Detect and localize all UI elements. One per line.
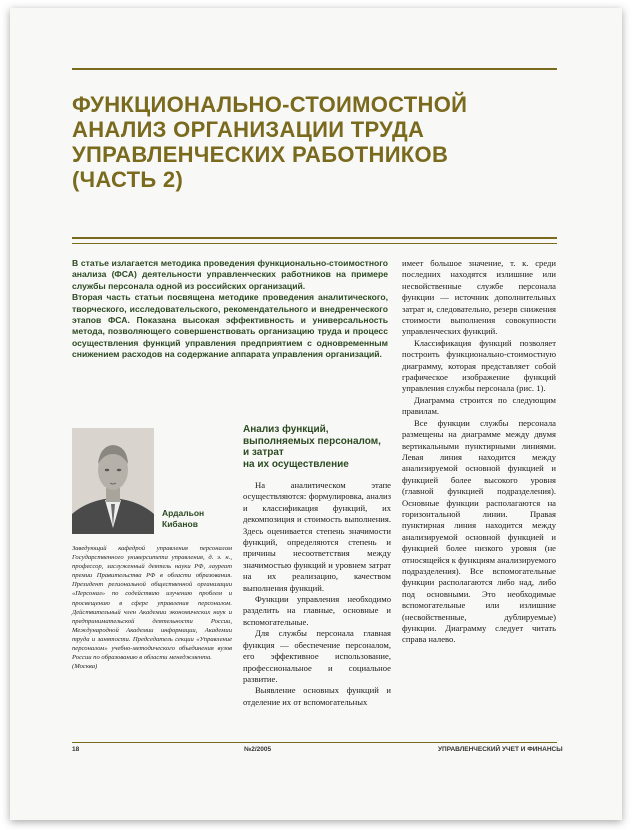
issue-number: №2/2005 [244, 746, 272, 753]
footer-rule [72, 742, 557, 743]
top-rule [72, 68, 557, 70]
author-photo [72, 428, 154, 534]
article-abstract [72, 258, 388, 361]
title-line: УПРАВЛЕНЧЕСКИХ РАБОТНИКОВ [72, 142, 449, 167]
author-bio [72, 544, 232, 671]
abstract-paragraph: Вторая часть статьи посвящена методике проведения аналитического, творческого, исследовательского, рекомендательного и внедренческого этапов ФСА. Показана высокая эффективность и универсальность метода, позволяющего совершенствовать организацию труда и процесс осуществления функций управления предприятием с одновременным снижением расходов на содержание аппарата управления организаций. [72, 292, 388, 360]
section-heading-line: Анализ функций, [243, 424, 329, 435]
section-heading [243, 424, 393, 470]
journal-name: УПРАВЛЕНЧЕСКИЙ УЧЕТ И ФИНАНСЫ [438, 746, 563, 753]
bio-city: (Москва) [72, 663, 98, 671]
body-paragraph: Функции управления необходимо разделить на главные, основные и вспомогательные. [243, 594, 391, 627]
title-rule-upper [72, 237, 557, 239]
title-line: (ЧАСТЬ 2) [72, 167, 184, 192]
section-heading-line: и затрат [243, 447, 284, 458]
text-column-middle [243, 480, 391, 708]
body-paragraph: Для службы персонала главная функция — обеспечение персоналом, его эффективное использование, профессиональное и социальное развитие. [243, 628, 391, 684]
body-paragraph: Выявление основных функций и отделение их от вспомогательных [243, 685, 391, 707]
body-paragraph: имеет большое значение, т. к. среди последних находятся излишние или несвойственные службе персонала функции — источник дополнительных затрат и, следовательно, резерв снижения стоимости выполнения совокупности управленческих функций. [402, 258, 556, 337]
body-paragraph: Классификация функций позволяет построить функционально-стоимостную диаграмму, которая представляет собой графическое изображение функций управления службы персонала (рис. 1). [402, 337, 556, 394]
body-paragraph: На аналитическом этапе осуществляются: формулировка, анализ и классификация функций, их декомпозиция и стоимость выполнения. Здесь оценивается степень значимости функций, определяются степень и причины несоответствия между значимостью функций и уровнем затрат на их реализацию, качеством выполнения функций. [243, 480, 391, 593]
title-line: ФУНКЦИОНАЛЬНО-СТОИМОСТНОЙ [72, 92, 468, 117]
body-paragraph: Все функции службы персонала размещены на диаграмме между двумя вертикальными пунктирными линиями. Левая линия находится между анализируемой основной функцией и функцией более высокого уровня (главной функцией подразделения). Основные функции располагаются на горизонтальной линии. Правая пунктирная линия находится между анализируемой основной функцией и функцией более низкого уровня (не относящейся к функциям анализируемого подразделения). Все вспомогательные функции располагаются либо над, либо под основными. Это необходимые вспомогательные или излишние (несвойственные, дублируемые) функции. Диаграмму следует читать справа налево. [402, 417, 556, 645]
text-column-right [402, 258, 556, 646]
section-heading-line: выполняемых персоналом, [243, 435, 381, 447]
bio-text: Заведующий кафедрой управления персоналом Государственного университета управления, д. э. н., профессор, заслуженный деятель науки РФ, лауреат премии Правительства РФ в области образования. Президент региональной общественной организации «Персонал» по содействию изучению проблем и просвещению в сфере управления персоналом. Действительный член Академии экономических наук и предпринимательской деятельности России, Международной Академии информации, Академии труда и занятости. Председатель секции «Управление персоналом» учебно-методического объединения вузов России по образованию в области менеджмента. [72, 545, 232, 662]
author-last-name: Кибанов [162, 518, 198, 529]
article-title [72, 92, 562, 192]
section-heading-line: на их осуществление [243, 458, 349, 470]
title-rule-lower [72, 243, 557, 244]
author-first-name: Ардальон [162, 508, 205, 518]
page-number: 18 [72, 746, 80, 753]
abstract-paragraph: В статье излагается методика проведения функционально-стоимостного анализа (ФСА) деятельности управленческих работников на примере службы персонала одной из российских организаций. [72, 258, 388, 291]
author-name [162, 508, 242, 529]
body-paragraph: Диаграмма строится по следующим правилам. [402, 394, 556, 417]
title-line: АНАЛИЗ ОРГАНИЗАЦИИ ТРУДА [72, 117, 425, 142]
